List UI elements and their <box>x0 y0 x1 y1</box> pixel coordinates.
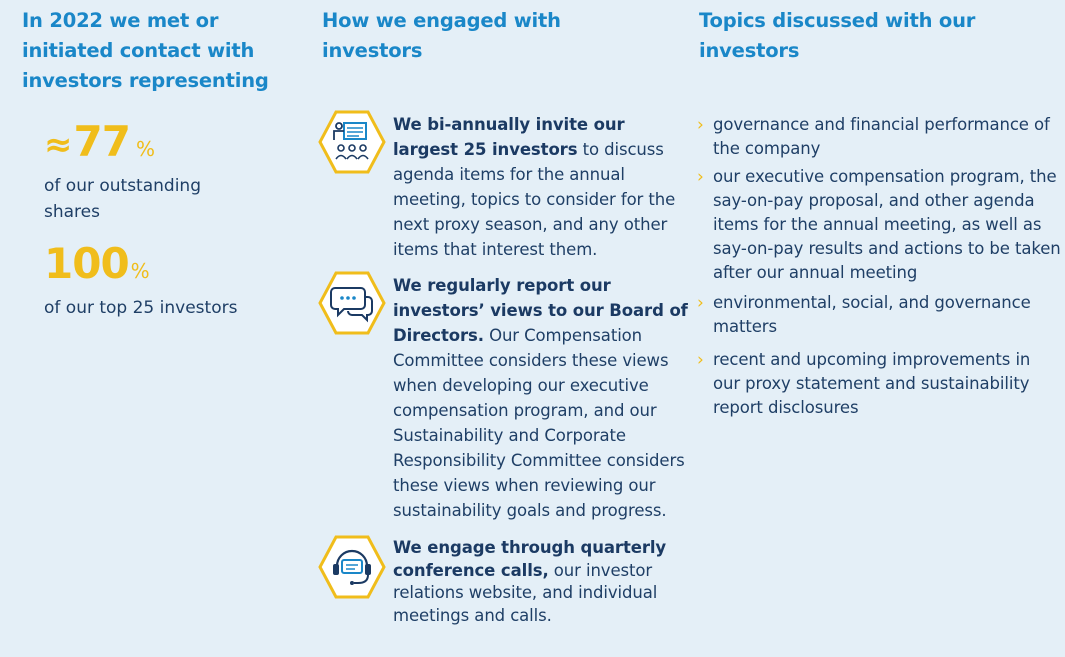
stats-heading: In 2022 we met or initiated contact with investors representing <box>22 9 269 92</box>
topic-text: environmental, social, and governance matters <box>713 293 1031 336</box>
engage-heading: How we engaged with investors <box>322 9 561 62</box>
list-item <box>697 291 1062 339</box>
chevron-right-icon: › <box>697 115 704 135</box>
headset-icon <box>318 534 386 600</box>
chat-bubbles-icon <box>318 270 386 336</box>
engagement-bold: We regularly report our investors’ views to our Board of Directors. <box>393 276 688 345</box>
stat-description: of our outstanding shares <box>44 176 201 222</box>
topics-heading: Topics discussed with our investors <box>699 9 976 62</box>
stat-description: of our top 25 investors <box>44 298 238 318</box>
stat-value <box>44 118 244 173</box>
approx-symbol: ≈ <box>44 125 72 165</box>
stat-unit: % <box>135 137 154 161</box>
stat-unit: % <box>130 259 149 283</box>
stat-top-investors <box>44 240 244 321</box>
stat-outstanding-shares <box>44 118 244 225</box>
engagement-body: to discuss agenda items for the annual meeting, topics to consider for the next proxy season, and any other items that interest them. <box>393 140 676 259</box>
topic-text: our executive compensation program, the say-on-pay proposal, and other agenda items for the annual meeting, as well as say-on-pay results and actions to be taken after our annual meeting <box>713 167 1061 282</box>
engagement-body: Our Compensation Committee considers these views when developing our executive compensation program, and our Sustainability and Corporate Responsibility Committee considers these views when reviewing our sustainability goals and progress. <box>393 326 685 520</box>
engagement-bold: We bi-annually invite our largest 25 investors <box>393 115 625 159</box>
engagement-text <box>393 537 690 627</box>
stat-number: 100 <box>44 239 129 288</box>
engagement-body: our investor relations website, and individual meetings and calls. <box>393 560 658 625</box>
topics-list <box>697 113 1062 420</box>
topic-text: governance and financial performance of the company <box>713 115 1050 158</box>
engagement-bold: We engage through quarterly conference calls, <box>393 538 667 580</box>
presentation-meeting-icon <box>318 109 386 175</box>
stat-value <box>44 240 244 295</box>
topic-text: recent and upcoming improvements in our proxy statement and sustainability report disclosures <box>713 350 1031 417</box>
list-item <box>697 348 1062 420</box>
chevron-right-icon: › <box>697 293 704 313</box>
chevron-right-icon: › <box>697 167 704 187</box>
engagement-text <box>393 112 690 262</box>
engagement-text <box>393 273 690 523</box>
stat-number: 77 <box>73 117 130 166</box>
chevron-right-icon: › <box>697 350 704 370</box>
list-item <box>697 165 1062 285</box>
list-item <box>697 113 1062 161</box>
